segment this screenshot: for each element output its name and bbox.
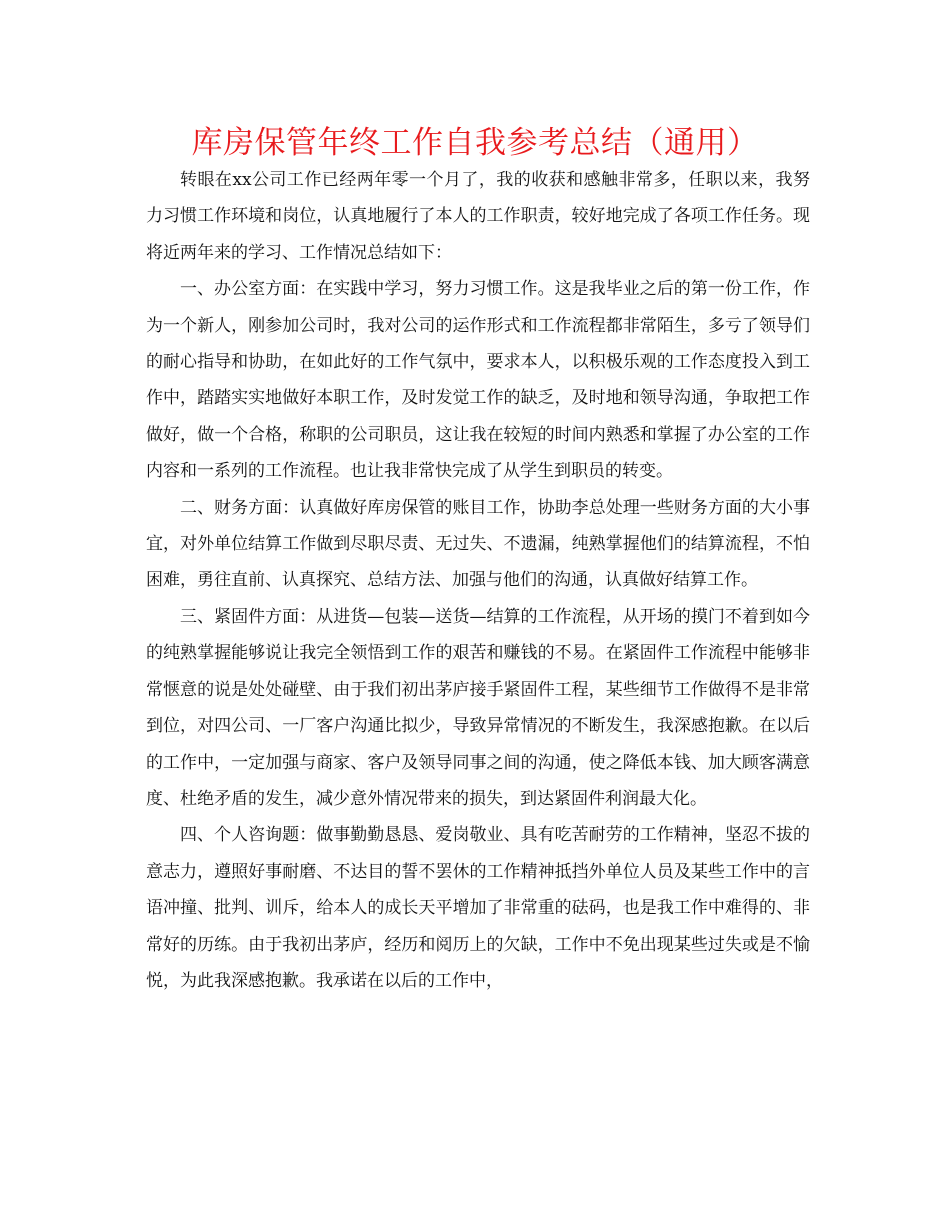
paragraph-finance: 二、财务方面：认真做好库房保管的账目工作，协助李总处理一些财务方面的大小事宜，对外单位结算工作做到尽职尽责、无过失、不遗漏，纯熟掌握他们的结算流程，不怕困难，勇往直前、认真探究、总结方法、加强与他们的沟通，认真做好结算工作。 bbox=[146, 497, 810, 591]
paragraph-fasteners: 三、紧固件方面：从进货—包装—送货—结算的工作流程，从开场的摸门不着到如今的纯熟掌握能够说让我完全领悟到工作的艰苦和赚钱的不易。在紧固件工作流程中能够非常惬意的说是处处碰壁、由于我们初出茅庐接手紧固件工程，某些细节工作做得不是非常到位，对四公司、一厂客户沟通比拟少，导致异常情况的不断发生，我深感抱歉。在以后的工作中，一定加强与商家、客户及领导同事之间的沟通，使之降低本钱、加大顾客满意度、杜绝矛盾的发生，减少意外情况带来的损失，到达紧固件利润最大化。 bbox=[146, 606, 810, 809]
paragraph-intro: 转眼在xx公司工作已经两年零一个月了，我的收获和感触非常多，任职以来，我努力习惯工作环境和岗位，认真地履行了本人的工作职责，较好地完成了各项工作任务。现将近两年来的学习、工作情况总结如下： bbox=[146, 170, 810, 263]
paragraph-personal: 四、个人咨询题：做事勤勤恳恳、爱岗敬业、具有吃苦耐劳的工作精神，坚忍不拔的意志力，遵照好事耐磨、不达目的誓不罢休的工作精神抵挡外单位人员及某些工作中的言语冲撞、批判、训斥，给本人的成长天平增加了非常重的砝码，也是我工作中难得的、非常好的历练。由于我初出茅庐，经历和阅历上的欠缺，工作中不免出现某些过失或是不愉悦，为此我深感抱歉。我承诺在以后的工作中， bbox=[146, 825, 810, 991]
document-title: 库房保管年终工作自我参考总结（通用） bbox=[191, 125, 759, 161]
paragraph-office: 一、办公室方面：在实践中学习，努力习惯工作。这是我毕业之后的第一份工作，作为一个新人，刚参加公司时，我对公司的运作形式和工作流程都非常陌生，多亏了领导们的耐心指导和协助，在如此好的工作气氛中，要求本人，以积极乐观的工作态度投入到工作中，踏踏实实地做好本职工作，及时发觉工作的缺乏，及时地和领导沟通，争取把工作做好，做一个合格，称职的公司职员，这让我在较短的时间内熟悉和掌握了办公室的工作内容和一系列的工作流程。也让我非常快完成了从学生到职员的转变。 bbox=[146, 279, 810, 482]
document-body bbox=[146, 162, 810, 999]
